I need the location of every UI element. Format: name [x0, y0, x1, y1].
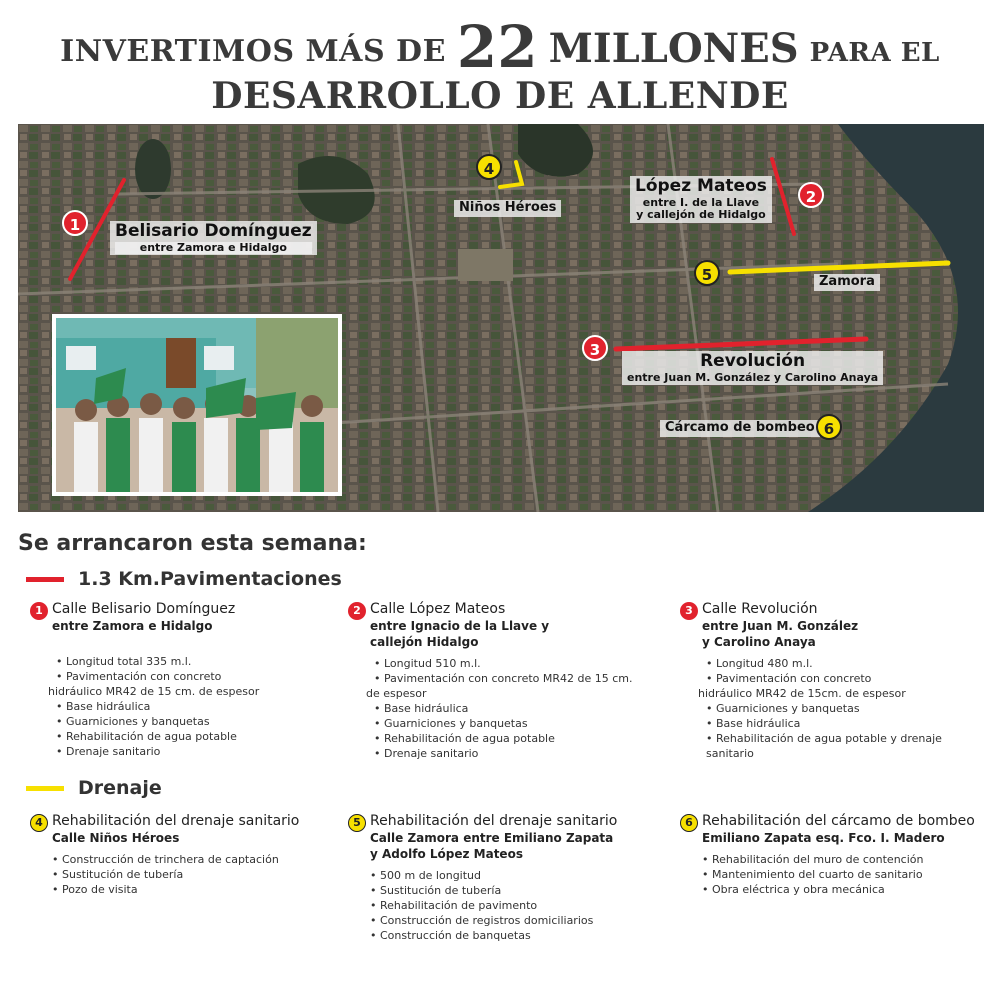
work-number-1: 1 — [30, 602, 48, 620]
work-number-5: 5 — [348, 814, 366, 832]
work-1-detail: • Guarniciones y banquetas — [56, 715, 210, 728]
work-4-detail: • Sustitución de tubería — [52, 868, 184, 881]
work-5-detail: • 500 m de longitud — [370, 869, 481, 882]
legend-yellow-line — [26, 786, 64, 791]
work-number-4: 4 — [30, 814, 48, 832]
work-title-3: Calle Revolución — [702, 601, 818, 617]
work-3-detail: • Base hidráulica — [706, 717, 801, 730]
map-marker-4: 4 — [476, 154, 502, 180]
work-subtitle-3: entre Juan M. González — [702, 619, 859, 633]
work-item-3 — [680, 600, 980, 761]
legend-drenaje-label: Drenaje — [78, 777, 162, 799]
title-line-2: DESARROLLO DE ALLENDE — [211, 75, 789, 117]
work-subtitle-2b: callejón Hidalgo — [370, 635, 479, 649]
work-subtitle-1: entre Zamora e Hidalgo — [52, 619, 213, 633]
started-heading: Se arrancaron esta semana: — [18, 531, 367, 556]
work-item-1 — [30, 600, 330, 759]
work-4-detail: • Construcción de trinchera de captación — [52, 853, 279, 866]
work-number-3: 3 — [680, 602, 698, 620]
work-2-detail: • Base hidráulica — [374, 702, 469, 715]
work-4-detail: • Pozo de visita — [52, 883, 138, 896]
work-title-6: Rehabilitación del cárcamo de bombeo — [702, 813, 975, 829]
work-title-4: Rehabilitación del drenaje sanitario — [52, 813, 300, 829]
title-text-c: PARA EL — [809, 38, 940, 68]
legend-drenaje — [26, 777, 162, 799]
work-title-5: Rehabilitación del drenaje sanitario — [370, 813, 618, 829]
work-2-detail: • Rehabilitación de agua potable — [374, 732, 555, 745]
legend-pavimentaciones — [26, 568, 342, 590]
legend-red-line — [26, 577, 64, 582]
work-subtitle-5b: y Adolfo López Mateos — [370, 847, 523, 861]
title-text-b: MILLONES — [548, 25, 799, 72]
work-5-detail: • Construcción de banquetas — [370, 929, 531, 942]
page-title — [0, 13, 1000, 117]
work-2-detail: • Pavimentación con concreto MR42 de 15 cm. — [374, 672, 633, 685]
work-2-detail: de espesor — [366, 687, 427, 700]
map-label-revolucion: Revolución entre Juan M. González y Carolino Anaya — [622, 351, 883, 385]
map-marker-2: 2 — [798, 182, 824, 208]
map-label-zamora: Zamora — [814, 274, 880, 291]
work-title-2: Calle López Mateos — [370, 601, 506, 617]
work-number-6: 6 — [680, 814, 698, 832]
map-label-belisario: Belisario Domínguez entre Zamora e Hidalgo — [110, 221, 317, 255]
work-item-6 — [680, 812, 995, 897]
work-3-detail: • Guarniciones y banquetas — [706, 702, 860, 715]
work-1-detail: • Pavimentación con concreto — [56, 670, 222, 683]
map-label-carcamo: Cárcamo de bombeo — [660, 420, 820, 437]
work-1-detail: hidráulico MR42 de 15 cm. de espesor — [48, 685, 260, 698]
work-2-detail: • Longitud 510 m.l. — [374, 657, 481, 670]
work-3-detail: • Rehabilitación de agua potable y drenaje sanitario — [706, 732, 942, 760]
work-5-detail: • Construcción de registros domiciliarios — [370, 914, 594, 927]
work-item-4 — [30, 812, 330, 897]
inauguration-photo — [52, 314, 342, 496]
work-2-detail: • Drenaje sanitario — [374, 747, 479, 760]
work-subtitle-5: Calle Zamora entre Emiliano Zapata — [370, 831, 614, 845]
work-1-detail: • Rehabilitación de agua potable — [56, 730, 237, 743]
work-1-detail: • Base hidráulica — [56, 700, 151, 713]
map-label-ninos-heroes: Niños Héroes — [454, 200, 561, 217]
work-3-detail: • Longitud 480 m.l. — [706, 657, 813, 670]
title-line-1 — [0, 13, 1000, 81]
work-number-2: 2 — [348, 602, 366, 620]
work-item-2 — [348, 600, 648, 761]
work-subtitle-2: entre Ignacio de la Llave y — [370, 619, 550, 633]
title-text-a: INVERTIMOS MÁS DE — [60, 34, 446, 69]
work-5-detail: • Sustitución de tubería — [370, 884, 502, 897]
work-1-detail: • Longitud total 335 m.l. — [56, 655, 192, 668]
map-marker-5: 5 — [694, 260, 720, 286]
work-6-detail: • Rehabilitación del muro de contención — [702, 853, 924, 866]
work-3-detail: • Pavimentación con concreto — [706, 672, 872, 685]
work-subtitle-4: Calle Niños Héroes — [52, 831, 180, 845]
work-1-detail: • Drenaje sanitario — [56, 745, 161, 758]
aerial-map — [18, 124, 984, 512]
work-6-detail: • Obra eléctrica y obra mecánica — [702, 883, 885, 896]
map-marker-6: 6 — [816, 414, 842, 440]
legend-pavimentaciones-label: 1.3 Km.Pavimentaciones — [78, 568, 342, 590]
map-label-lopez-mateos: López Mateos entre I. de la Llave y callejón de Hidalgo — [630, 176, 772, 223]
work-2-detail: • Guarniciones y banquetas — [374, 717, 528, 730]
work-subtitle-3b: y Carolino Anaya — [702, 635, 816, 649]
work-6-detail: • Mantenimiento del cuarto de sanitario — [702, 868, 923, 881]
work-item-5 — [348, 812, 648, 943]
work-subtitle-6: Emiliano Zapata esq. Fco. I. Madero — [702, 831, 945, 845]
work-5-detail: • Rehabilitación de pavimento — [370, 899, 538, 912]
work-3-detail: hidráulico MR42 de 15cm. de espesor — [698, 687, 906, 700]
title-amount: 22 — [456, 13, 538, 81]
map-marker-1: 1 — [62, 210, 88, 236]
map-marker-3: 3 — [582, 335, 608, 361]
work-title-1: Calle Belisario Domínguez — [52, 601, 236, 617]
